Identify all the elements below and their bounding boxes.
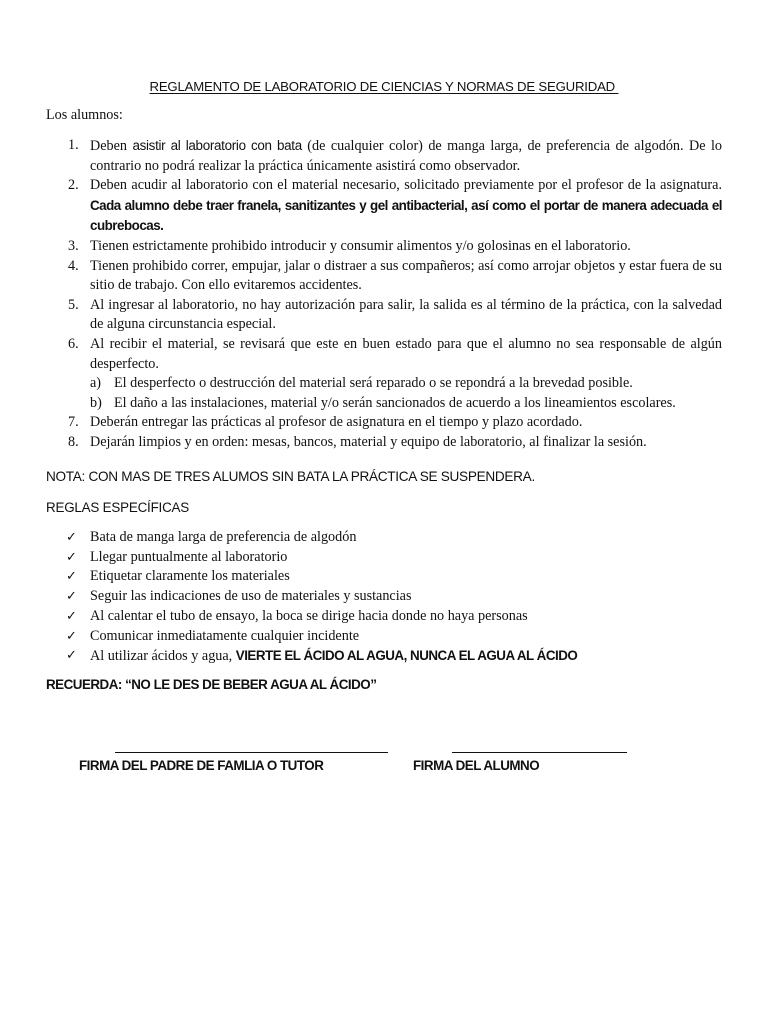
rule-text-part: Deberán entregar las prácticas al profesor de asignatura en el tiempo y plazo acordado. [90, 414, 583, 431]
rule-item [46, 257, 722, 296]
specific-rule-text: Al utilizar ácidos y agua, [90, 648, 236, 665]
student-signature-line [452, 752, 627, 753]
rule-text [90, 336, 722, 372]
nota-text: NOTA: CON MAS DE TRES ALUMOS SIN BATA LA PRÁCTICA SE SUSPENDERA. [46, 469, 535, 484]
rule-text [90, 434, 647, 450]
rule-text-part: Dejarán limpios y en orden: mesas, bancos, material y equipo de laboratorio, al finalizar la sesión. [90, 433, 647, 450]
rule-item [46, 433, 722, 453]
rule-item [46, 296, 722, 335]
rule-subitems [90, 374, 722, 413]
intro-text: Los alumnos: [46, 107, 123, 123]
specific-rule-text: Etiquetar claramente los materiales [90, 568, 290, 585]
specific-rule-item [46, 567, 726, 587]
rule-subitem [90, 394, 722, 414]
specific-rule-item [46, 587, 726, 607]
rule-number: 6. [68, 335, 79, 352]
rule-number: 2. [68, 177, 79, 194]
parent-signature-label: FIRMA DEL PADRE DE FAMLIA O TUTOR [79, 758, 324, 773]
check-mark-icon: ✓ [66, 569, 77, 585]
check-mark-icon: ✓ [66, 530, 77, 545]
rule-number: 8. [68, 433, 79, 450]
specific-rule-item [46, 646, 726, 667]
rule-text-part: Tienen estrictamente prohibido introducir y consumir alimentos y/o golosinas en el laboratorio. [90, 237, 631, 254]
rule-text-part: Tienen prohibido correr, empujar, jalar o distraer a sus compañeros; así como arrojar objetos y estar fuera de su sitio de trabajo. Con ello evitaremos accidentes. [90, 257, 722, 294]
rules-list [46, 136, 722, 453]
rule-item [46, 136, 722, 176]
rule-text [90, 414, 582, 430]
rule-number: 1. [68, 137, 79, 153]
parent-signature-line [115, 752, 388, 753]
rule-text-part: Deben [90, 138, 133, 154]
specific-rule-item [46, 528, 726, 548]
specific-rules-list [46, 528, 726, 667]
check-mark-icon: ✓ [66, 549, 77, 565]
rule-subitem [90, 374, 722, 394]
check-mark-icon: ✓ [66, 589, 77, 605]
rule-text-part: Deben acudir al laboratorio con el material necesario, solicitado previamente por el profesor de la asignatura. [90, 177, 722, 194]
specific-rule-text: Seguir las indicaciones de uso de materiales y sustancias [90, 588, 412, 605]
check-mark-icon: ✓ [66, 608, 77, 624]
subitem-text: El daño a las instalaciones, material y/o serán sancionados de acuerdo a los lineamientos escolares. [114, 394, 676, 411]
rule-text-emphasis: asistir al laboratorio con bata [132, 138, 302, 153]
rule-text [90, 297, 722, 333]
specific-rule-item [46, 548, 726, 568]
specific-rule-text: Comunicar inmediatamente cualquier incidente [90, 627, 360, 644]
specific-rule-text: Bata de manga larga de preferencia de algodón [90, 529, 357, 545]
check-mark-icon: ✓ [66, 648, 77, 664]
rule-number: 4. [68, 257, 79, 274]
specific-rule-emphasis: VIERTE EL ÁCIDO AL AGUA, NUNCA EL AGUA AL ÁCIDO [235, 648, 578, 664]
rule-text-part: (de cualquier color) de manga larga, de preferencia de algodón. De lo contrario no podrá realizar la práctica únicamente asistirá como observador. [90, 138, 722, 174]
rule-text [90, 238, 631, 254]
rule-text [90, 177, 722, 234]
rule-item [46, 413, 722, 433]
rule-number: 3. [68, 237, 79, 254]
specific-rule-item [46, 607, 726, 627]
student-signature-label: FIRMA DEL ALUMNO [413, 758, 540, 773]
subitem-label: a) [90, 375, 102, 392]
rule-item [46, 176, 722, 237]
rule-text [90, 258, 722, 294]
rule-text [90, 138, 722, 174]
specific-rule-text: Al calentar el tubo de ensayo, la boca se dirige hacia donde no haya personas [90, 607, 528, 624]
subitem-text: El desperfecto o destrucción del material será reparado o se repondrá a la brevedad posible. [114, 375, 633, 392]
rule-text-part: Al recibir el material, se revisará que este en buen estado para que el alumno no sea responsable de algún desperfecto. [90, 335, 722, 372]
reminder-text: RECUERDA: “NO LE DES DE BEBER AGUA AL ÁCIDO” [46, 677, 377, 692]
rule-text-emphasis: Cada alumno debe traer franela, sanitizantes y gel antibacterial, así como el portar de manera adecuada el cubrebocas. [90, 197, 722, 234]
rule-number: 5. [68, 296, 79, 313]
specific-rule-text: Llegar puntualmente al laboratorio [90, 548, 288, 565]
specific-rule-item [46, 627, 726, 647]
document-title: REGLAMENTO DE LABORATORIO DE CIENCIAS Y NORMAS DE SEGURIDAD [149, 79, 619, 94]
check-mark-icon: ✓ [66, 628, 77, 644]
rule-text-part: Al ingresar al laboratorio, no hay autorización para salir, la salida es al término de la práctica, con la salvedad de alguna circunstancia especial. [90, 296, 722, 333]
subitem-label: b) [90, 394, 102, 411]
rule-item [46, 335, 722, 413]
rule-item [46, 237, 722, 257]
specific-rules-heading: REGLAS ESPECÍFICAS [46, 500, 189, 515]
rule-number: 7. [68, 414, 79, 431]
